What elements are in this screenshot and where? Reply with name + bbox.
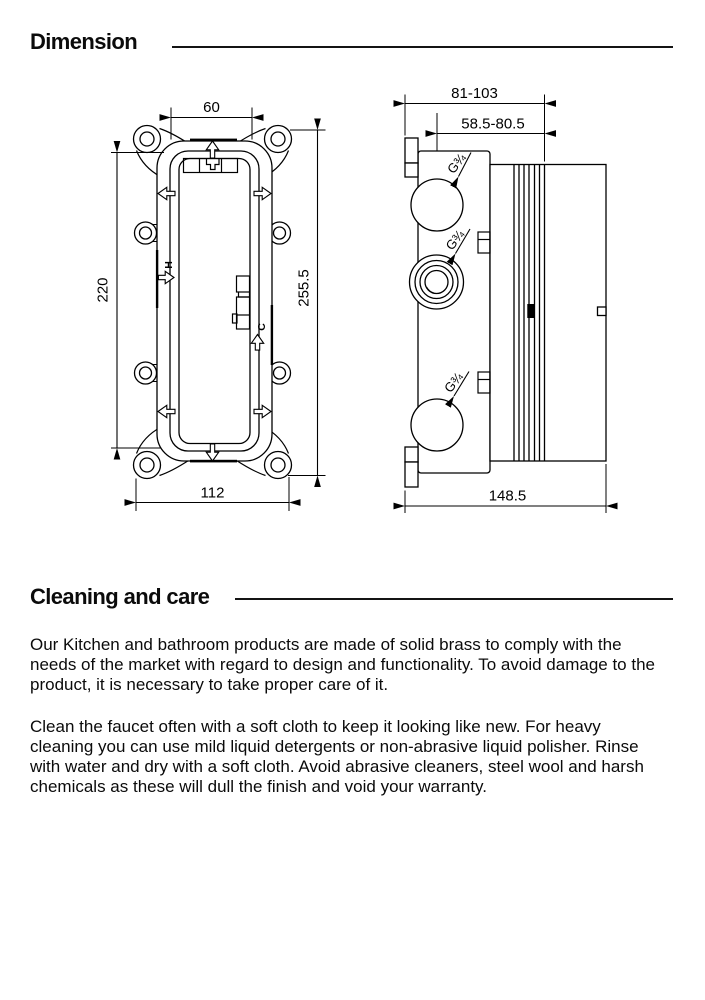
side-view [405,85,606,513]
dim-top-width-label: 60 [203,99,220,116]
dim-inner-depth-range-label: 58.5-80.5 [461,115,525,133]
cleaning-paragraph-1: Our Kitchen and bathroom products are made of solid brass to comply with the needs of the market with regard to design and functionality. To avoid damage to the product, it is necessary to take proper care of it. [30,635,655,694]
cold-water-label: C [256,323,268,331]
dim-right-height-label: 255.5 [295,269,313,307]
rib-mark [527,304,534,318]
dim-bottom-width-label: 112 [200,484,225,502]
thread-label-middle: G¾ [442,227,468,253]
thread-label-bottom: G¾ [441,369,466,396]
dim-left-height [95,153,165,449]
dim-inner-depth-range [437,116,545,134]
cleaning-rule [235,598,673,600]
edge-tab [598,307,607,316]
bottom-port [411,399,463,451]
dim-left-height-label: 220 [94,277,112,303]
plaster-box [490,165,606,462]
dim-top-width [171,99,252,140]
dimension-section-title: Dimension [30,29,138,54]
top-port [411,179,463,231]
front-view [95,99,326,511]
thread-label-top: G¾ [444,150,469,177]
center-threaded-port [410,255,464,309]
cleaning-section-title: Cleaning and care [30,584,210,609]
hot-water-label: H [163,261,175,269]
dim-bottom-width [136,477,289,511]
dim-right-height [288,130,326,476]
dim-depth-range-label: 81-103 [451,85,498,102]
cleaning-paragraph-2: Clean the faucet often with a soft cloth to keep it looking like new. For heavy cleaning you can use mild liquid detergents or non-abrasive liquid polisher. Rinse with water and dry with a soft cloth. Avoid abrasive cleaners, steel wool and harsh chemicals as these will dull the finish and void your warranty. [30,717,644,796]
dim-total-depth-label: 148.5 [488,487,527,505]
